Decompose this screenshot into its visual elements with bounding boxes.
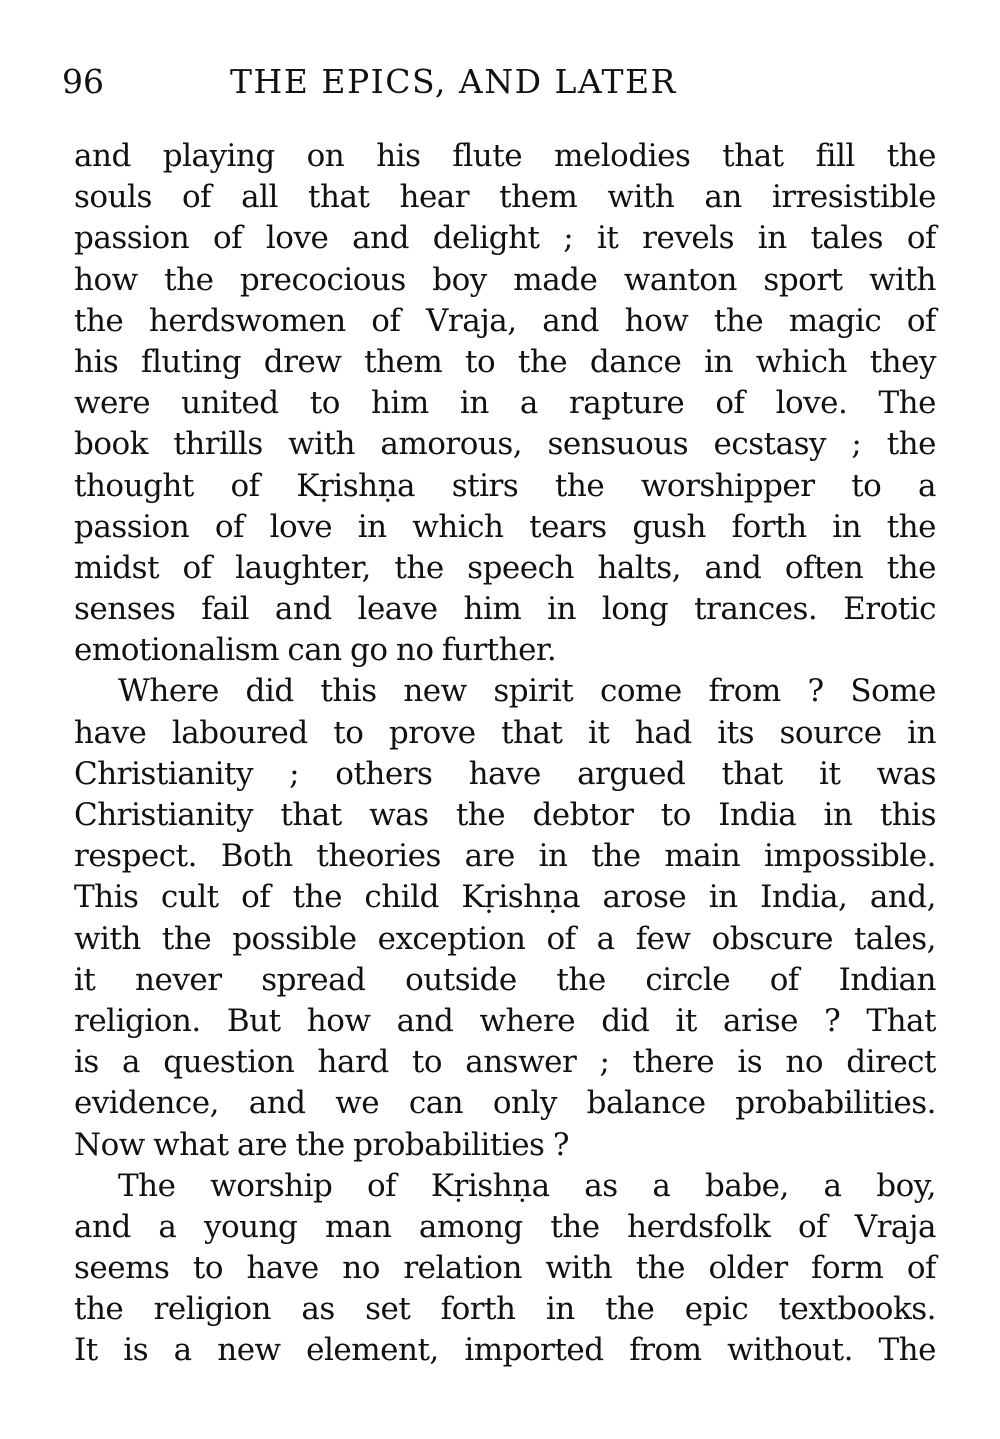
text-line-20: with the possible exception of a few obscure tales, [74, 920, 936, 957]
text-line-5: the herdswomen of Vraja, and how the magic of [74, 302, 936, 339]
text-line-22: religion. But how and where did it arise ? That [74, 1002, 936, 1039]
text-line-18: respect. Both theories are in the main impossible. [74, 838, 936, 875]
text-line-25: Now what are the probabilities ? [74, 1126, 569, 1163]
text-line-8: book thrills with amorous, sensuous ecstasy ; the [74, 426, 936, 463]
running-title: THE EPICS, AND LATER [230, 62, 677, 101]
text-line-13: emotionalism can go no further. [74, 632, 557, 669]
page-header [62, 58, 942, 108]
paragraph-3 [74, 1166, 936, 1372]
text-line-19: This cult of the child Kṛishṇa arose in India, and, [74, 879, 936, 916]
text-line-1: and playing on his flute melodies that fill the [74, 138, 936, 174]
text-line-24: evidence, and we can only balance probabilities. [74, 1085, 936, 1122]
text-line-4: how the precocious boy made wanton sport with [74, 261, 936, 298]
text-line-12: senses fail and leave him in long trances. Erotic [74, 591, 936, 628]
text-line-14: Where did this new spirit come from ? Some [118, 673, 936, 710]
text-line-28: seems to have no relation with the older form of [74, 1250, 936, 1287]
paragraph-2 [74, 671, 936, 1165]
body-text [74, 136, 936, 1372]
page-number: 96 [62, 62, 104, 101]
text-line-3: passion of love and delight ; it revels in tales of [74, 220, 936, 257]
text-line-9: thought of Kṛishṇa stirs the worshipper to a [74, 467, 936, 504]
text-line-6: his fluting drew them to the dance in which they [74, 343, 936, 380]
paragraph-1 [74, 136, 936, 671]
text-line-2: souls of all that hear them with an irresistible [74, 179, 936, 216]
text-line-15: have laboured to prove that it had its source in [74, 714, 936, 751]
text-line-16: Christianity ; others have argued that it was [74, 755, 936, 792]
text-line-11: midst of laughter, the speech halts, and often the [74, 549, 936, 586]
text-line-21: it never spread outside the circle of Indian [74, 961, 936, 998]
text-line-27: and a young man among the herdsfolk of Vraja [74, 1208, 936, 1245]
text-line-26: The worship of Kṛishṇa as a babe, a boy, [118, 1167, 936, 1204]
text-line-7: were united to him in a rapture of love. The [74, 385, 936, 422]
text-line-17: Christianity that was the debtor to India in this [74, 797, 936, 833]
text-line-10: passion of love in which tears gush forth in the [74, 508, 936, 545]
text-line-29: the religion as set forth in the epic textbooks. [74, 1291, 936, 1328]
text-line-30: It is a new element, imported from without. The [74, 1332, 936, 1369]
text-line-23: is a question hard to answer ; there is no direct [74, 1044, 936, 1081]
